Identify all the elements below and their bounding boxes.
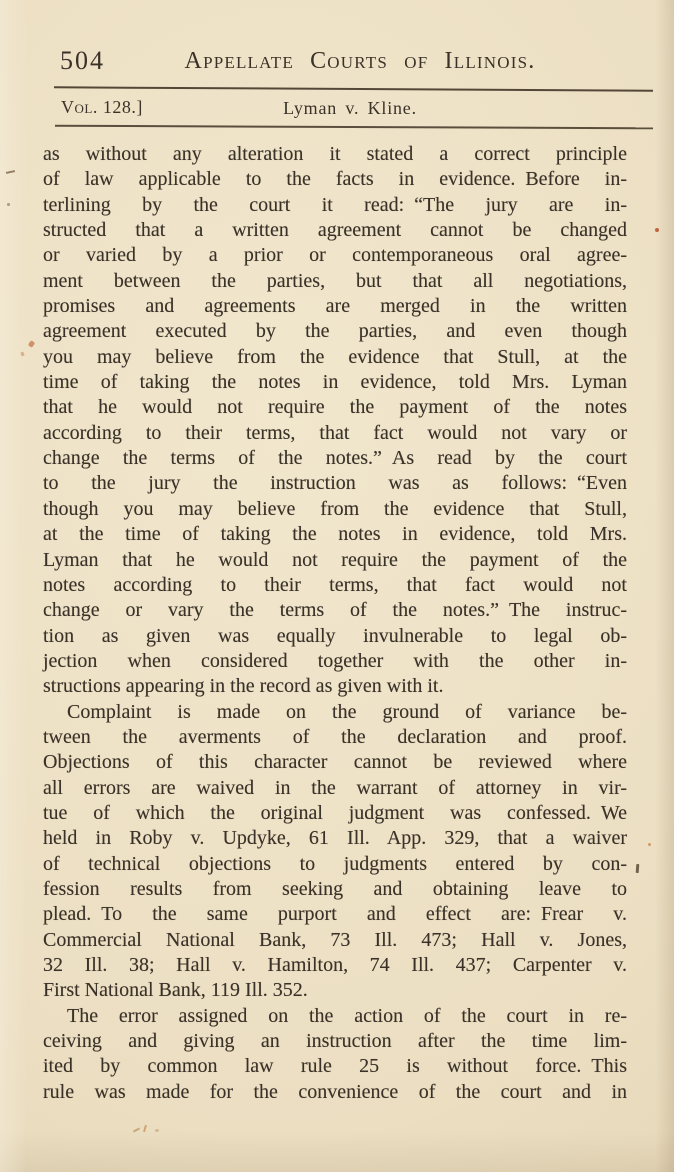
running-head: Appellate Courts of Illinois.: [184, 48, 536, 74]
scan-speck: [7, 203, 10, 206]
text-line: change the terms of the notes.” As read by the court: [43, 447, 627, 470]
text-line: according to their terms, that fact would not vary or: [43, 421, 627, 444]
text-line: that he would not require the payment of the notes: [43, 396, 627, 419]
scan-speck: [6, 170, 15, 174]
pencil-mark: [155, 1129, 159, 1132]
case-title: Lyman v. Kline.: [283, 98, 417, 118]
scan-speck: [655, 228, 659, 232]
text-line: plead. To the same purport and effect are: Frear v.: [43, 903, 627, 926]
text-line: Objections of this character cannot be reviewed where: [43, 751, 627, 774]
text-line: The error assigned on the action of the court in re-: [67, 1004, 627, 1027]
text-line: to the jury the instruction was as follows: “Even: [43, 472, 627, 495]
body-text: [43, 142, 627, 1105]
text-line: promises and agreements are merged in the written: [43, 295, 627, 318]
text-line: time of taking the notes in evidence, told Mrs. Lyman: [43, 371, 627, 394]
pencil-mark: [133, 1127, 140, 1132]
text-line: change or vary the terms of the notes.” The instruc-: [43, 599, 627, 622]
text-line: structions appearing in the record as given with it.: [43, 675, 444, 698]
text-line: agreement executed by the parties, and even though: [43, 320, 627, 343]
text-line: Complaint is made on the ground of variance be-: [67, 700, 627, 723]
text-line: rule was made for the convenience of the court and in: [43, 1080, 627, 1103]
text-line: all errors are waived in the warrant of attorney in vir-: [43, 776, 627, 799]
text-line: or varied by a prior or contemporaneous oral agree-: [43, 244, 627, 267]
scan-speck: [636, 864, 640, 873]
text-line: you may believe from the evidence that Stull, at the: [43, 345, 627, 368]
text-line: tion as given was equally invulnerable to legal ob-: [43, 624, 627, 647]
text-line: at the time of taking the notes in evidence, told Mrs.: [43, 523, 627, 546]
text-line: terlining by the court it read: “The jury are in-: [43, 193, 627, 216]
text-line: ited by common law rule 25 is without force. This: [43, 1055, 627, 1078]
text-line: 32 Ill. 38; Hall v. Hamilton, 74 Ill. 437; Carpenter v.: [43, 954, 627, 976]
scan-speck: [28, 340, 36, 348]
text-line: structed that a written agreement cannot be changed: [43, 219, 627, 242]
text-line: of technical objections to judgments entered by con-: [43, 852, 627, 875]
text-line: ment between the parties, but that all negotiations,: [43, 269, 627, 292]
text-line: of law applicable to the facts in evidence. Before in-: [43, 168, 627, 191]
header-rule-top: [54, 86, 653, 92]
scan-speck: [648, 843, 651, 846]
text-line: notes according to their terms, that fact would not: [43, 573, 627, 596]
text-line: though you may believe from the evidence that Stull,: [43, 497, 627, 520]
scan-speck: [20, 352, 24, 357]
text-line: fession results from seeking and obtaining leave to: [43, 877, 627, 900]
text-line: tue of which the original judgment was confessed. We: [43, 801, 627, 824]
text-line: held in Roby v. Updyke, 61 Ill. App. 329, that a waiver: [43, 827, 627, 850]
text-line: as without any alteration it stated a correct principle: [43, 143, 627, 165]
volume-label: Vol. 128.]: [61, 97, 143, 117]
text-line: First National Bank, 119 Ill. 352.: [43, 979, 308, 1002]
text-line: Lyman that he would not require the payment of the: [43, 548, 627, 571]
text-line: Commercial National Bank, 73 Ill. 473; Hall v. Jones,: [43, 928, 627, 951]
header-rule-bottom: [55, 125, 653, 130]
page-number: 504: [60, 46, 105, 75]
pencil-mark: [143, 1125, 147, 1132]
text-line: tween the averments of the declaration and proof.: [43, 725, 627, 748]
text-line: jection when considered together with the other in-: [43, 649, 627, 672]
text-line: ceiving and giving an instruction after the time lim-: [43, 1030, 627, 1053]
